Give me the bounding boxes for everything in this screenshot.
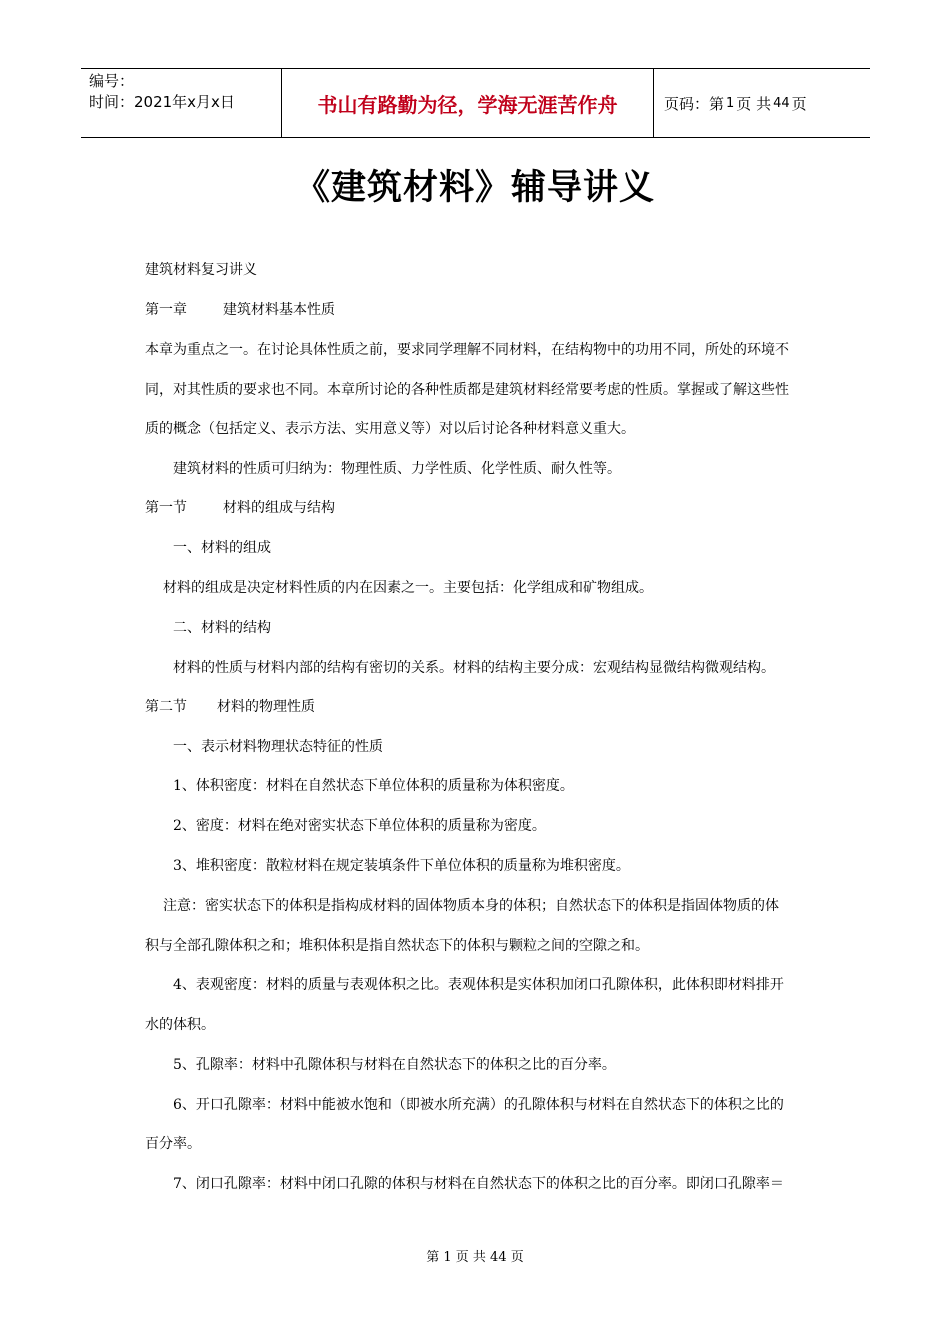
list-item: 2、密度：材料在绝对密实状态下单位体积的质量称为密度。: [173, 818, 546, 834]
chapter-heading: [145, 300, 335, 320]
note-line: 注意：密实状态下的体积是指构成材料的固体物质本身的体积；自然状态下的体积是指固体物质的体: [163, 898, 779, 914]
list-item: 7、闭口孔隙率：材料中闭口孔隙的体积与材料在自然状态下的体积之比的百分率。即闭口孔隙率＝: [173, 1176, 784, 1192]
list-item: 6、开口孔隙率：材料中能被水饱和（即被水所充满）的孔隙体积与材料在自然状态下的体积之比的: [173, 1097, 784, 1113]
page-mid: 页 共: [736, 94, 772, 113]
note-line: 积与全部孔隙体积之和；堆积体积是指自然状态下的体积与颗粒之间的空隙之和。: [145, 938, 649, 954]
page-footer: 第 1 页 共 44 页: [426, 1250, 524, 1265]
subheading: 二、材料的结构: [173, 620, 271, 636]
page-number: 1: [726, 95, 735, 111]
page-prefix: 页码：第: [664, 94, 725, 113]
header-motto: 书山有路勤为径，学海无涯苦作舟: [281, 69, 654, 137]
list-item: 1、体积密度：材料在自然状态下单位体积的质量称为体积密度。: [173, 778, 574, 794]
header-meta: [81, 69, 281, 137]
number-label: 编号：: [89, 72, 135, 90]
paragraph-line: 本章为重点之一。在讨论具体性质之前，要求同学理解不同材料，在结构物中的功用不同，所处的环境不: [145, 342, 789, 358]
page-suffix: 页: [791, 94, 807, 113]
subtitle: 建筑材料复习讲义: [145, 262, 257, 278]
list-item-continued: 百分率。: [145, 1136, 201, 1152]
section-number: 第二节: [145, 699, 187, 715]
section-number: 第一节: [145, 500, 187, 516]
chapter-title: 建筑材料基本性质: [223, 302, 335, 318]
subheading: 一、材料的组成: [173, 540, 271, 556]
paragraph-line: 材料的组成是决定材料性质的内在因素之一。主要包括：化学组成和矿物组成。: [163, 580, 653, 596]
list-item: 3、堆积密度：散粒材料在规定装填条件下单位体积的质量称为堆积密度。: [173, 858, 630, 874]
document-title: 《建筑材料》辅导讲义: [294, 168, 655, 208]
paragraph-line: 建筑材料的性质可归纳为：物理性质、力学性质、化学性质、耐久性等。: [173, 461, 621, 477]
paragraph-line: 材料的性质与材料内部的结构有密切的关系。材料的结构主要分成：宏观结构显微结构微观结构。: [173, 660, 775, 676]
header-page-info: [654, 69, 870, 137]
list-item-continued: 水的体积。: [145, 1017, 215, 1033]
section-title: 材料的组成与结构: [223, 500, 335, 516]
section-heading: [145, 498, 335, 518]
date-label: 时间：2021年x月x日: [89, 93, 235, 111]
section-heading: [145, 697, 315, 717]
list-item: 5、孔隙率：材料中孔隙体积与材料在自然状态下的体积之比的百分率。: [173, 1057, 616, 1073]
paragraph-line: 质的概念（包括定义、表示方法、实用意义等）对以后讨论各种材料意义重大。: [145, 421, 635, 437]
paragraph-line: 同，对其性质的要求也不同。本章所讨论的各种性质都是建筑材料经常要考虑的性质。掌握或了解这些性: [145, 382, 789, 398]
subheading: 一、表示材料物理状态特征的性质: [173, 739, 383, 755]
section-title: 材料的物理性质: [217, 699, 315, 715]
list-item: 4、表观密度：材料的质量与表观体积之比。表观体积是实体积加闭口孔隙体积，此体积即材料排开: [173, 977, 784, 993]
chapter-number: 第一章: [145, 302, 187, 318]
page-header: [81, 68, 870, 138]
page-total: 44: [773, 95, 790, 111]
